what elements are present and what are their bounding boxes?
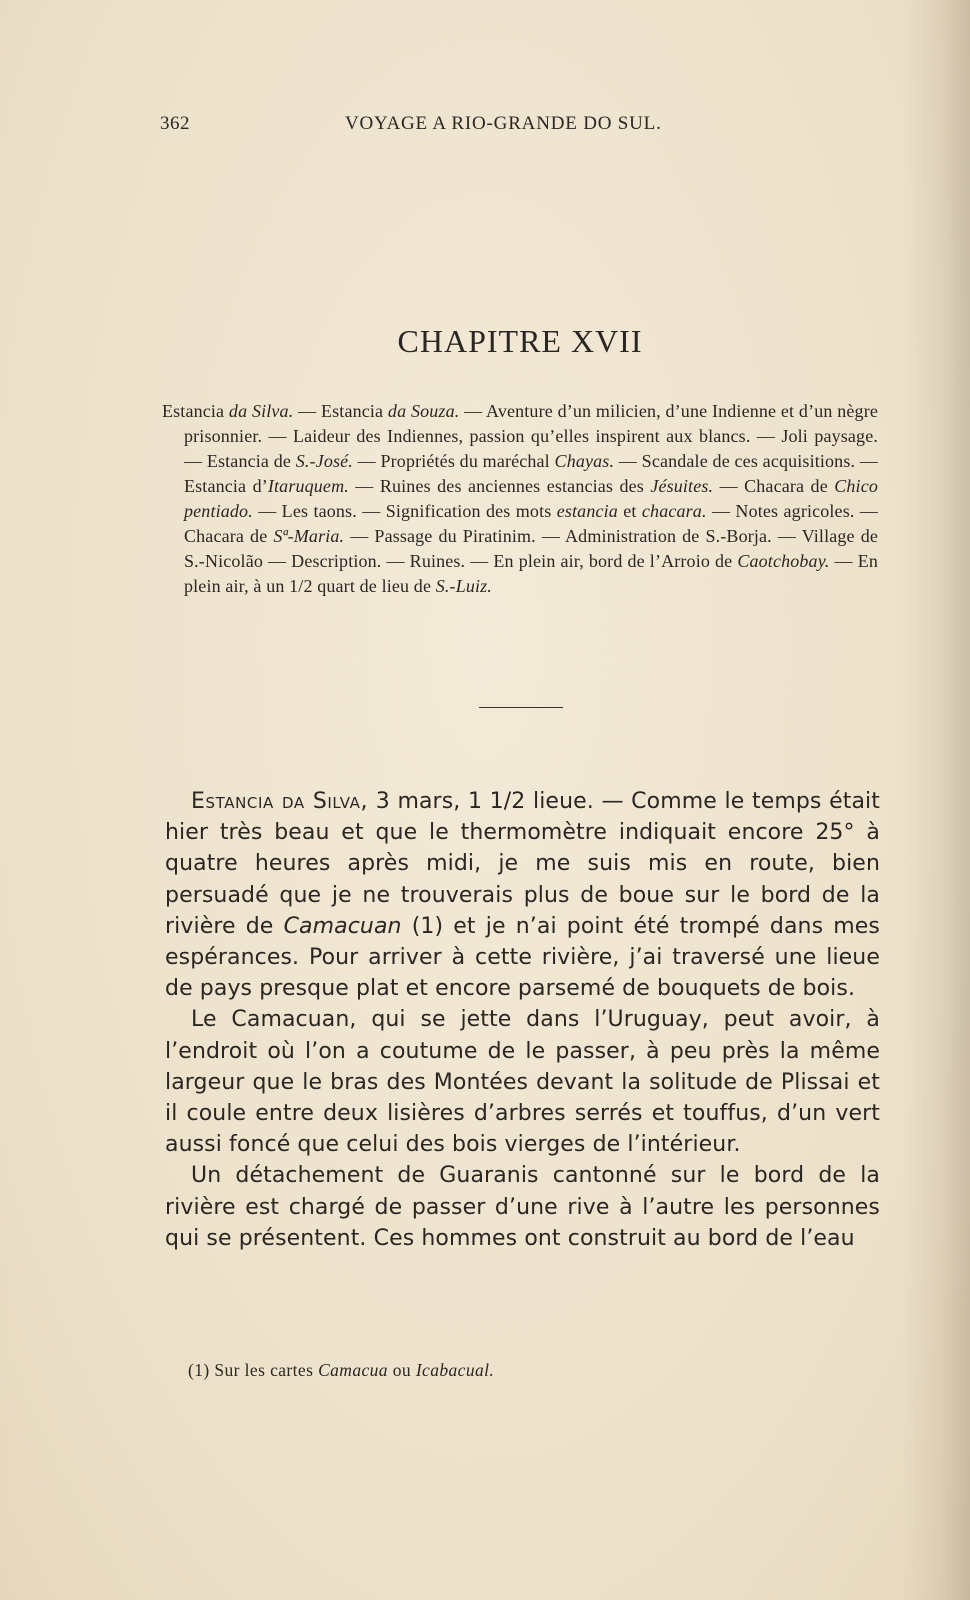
summary-text: Estancia bbox=[162, 401, 229, 421]
summary-text: — Aventure d’un milicien, d’une Indienne et d’un nègre prisonnier. — Laideur des Indiennes, passion qu’elles inspirent aux blancs. — Joli paysage. — Estancia de bbox=[184, 401, 878, 471]
summary-italic: da Silva. bbox=[228, 401, 294, 421]
entry-heading: Estancia da Silva, bbox=[191, 789, 369, 814]
footnote-italic: Camacua bbox=[318, 1360, 388, 1380]
summary-text: — Propriétés du maréchal bbox=[352, 451, 555, 471]
paragraph-2: Le Camacuan, qui se jette dans l’Uruguay, peut avoir, à l’endroit où l’on a coutume de le passer, à peu près la même largeur que le bras des Montées devant la solitude de Plissai et il coule entre deux lisières d’arbres serrés et touffus, d’un vert aussi foncé que celui des bois vierges de l’intérieur. bbox=[165, 1007, 880, 1158]
running-head bbox=[160, 113, 860, 139]
summary-text: — En plein air, à un 1/2 quart de lieu de bbox=[184, 551, 878, 596]
summary-text: — Les taons. — Signification des mots bbox=[252, 501, 557, 521]
page-number: 362 bbox=[160, 113, 190, 134]
chapter-summary bbox=[162, 399, 878, 599]
summary-text: — Notes agricoles. — Chacara de bbox=[184, 501, 878, 546]
paragraph-text: (1) et je n’ai point été trompé dans mes espérances. Pour arriver à cette rivière, j’ai traversé une lieue de pays presque plat et encore parsemé de bouquets de bois. bbox=[165, 913, 880, 1002]
summary-text: — Estancia bbox=[293, 401, 388, 421]
paragraph-1 bbox=[165, 786, 880, 1004]
paragraph-italic: Camacuan bbox=[283, 913, 402, 939]
summary-italic: Sª-Maria. bbox=[273, 526, 345, 546]
summary-italic: Jésuites. bbox=[650, 476, 714, 496]
summary-text: — Chacara de bbox=[713, 476, 835, 496]
summary-text: — Ruines des anciennes estancias des bbox=[348, 476, 651, 496]
section-divider bbox=[479, 707, 563, 708]
summary-italic: Chico pentiado. bbox=[184, 476, 878, 521]
summary-text: et bbox=[617, 501, 642, 521]
chapter-title: CHAPITRE XVII bbox=[397, 323, 643, 359]
paragraph-3: Un détachement de Guaranis cantonné sur le bord de la rivière est chargé de passer d’une rive à l’autre les personnes qui se présentent. Ces hommes ont construit au bord de l’eau bbox=[165, 1163, 880, 1251]
summary-italic: S.-Luiz. bbox=[435, 576, 492, 596]
summary-text: — Passage du Piratinim. — Administration de S.-Borja. — Village de S.-Nicolão — Description. — Ruines. — En plein air, bord de l’Arroio de bbox=[184, 526, 878, 571]
summary-italic: Itaruquem. bbox=[267, 476, 349, 496]
summary-italic: estancia bbox=[556, 501, 618, 521]
paragraph-text: 3 mars, 1 1/2 lieue. — Comme le temps était hier très beau et que le thermomètre indiquait encore 25° à quatre heures après midi, je me suis mis en route, bien persuadé que je ne trouverais plus de boue sur le bord de la rivière de bbox=[165, 789, 880, 939]
footnote-text: (1) Sur les cartes bbox=[188, 1360, 319, 1380]
summary-italic: Caotchobay. bbox=[737, 551, 830, 571]
summary-italic: da Souza. bbox=[387, 401, 460, 421]
footnote-italic: Icabacual. bbox=[415, 1360, 495, 1380]
footnote bbox=[188, 1360, 878, 1381]
summary-italic: chacara. bbox=[641, 501, 707, 521]
summary-text: — Scandale de ces acquisitions. — Estancia d’ bbox=[184, 451, 878, 496]
footnote-text: ou bbox=[387, 1360, 416, 1380]
summary-italic: Chayas. bbox=[554, 451, 615, 471]
body-text bbox=[165, 786, 880, 1254]
summary-italic: S.-José. bbox=[295, 451, 353, 471]
running-title: VOYAGE A RIO-GRANDE DO SUL. bbox=[345, 113, 662, 134]
